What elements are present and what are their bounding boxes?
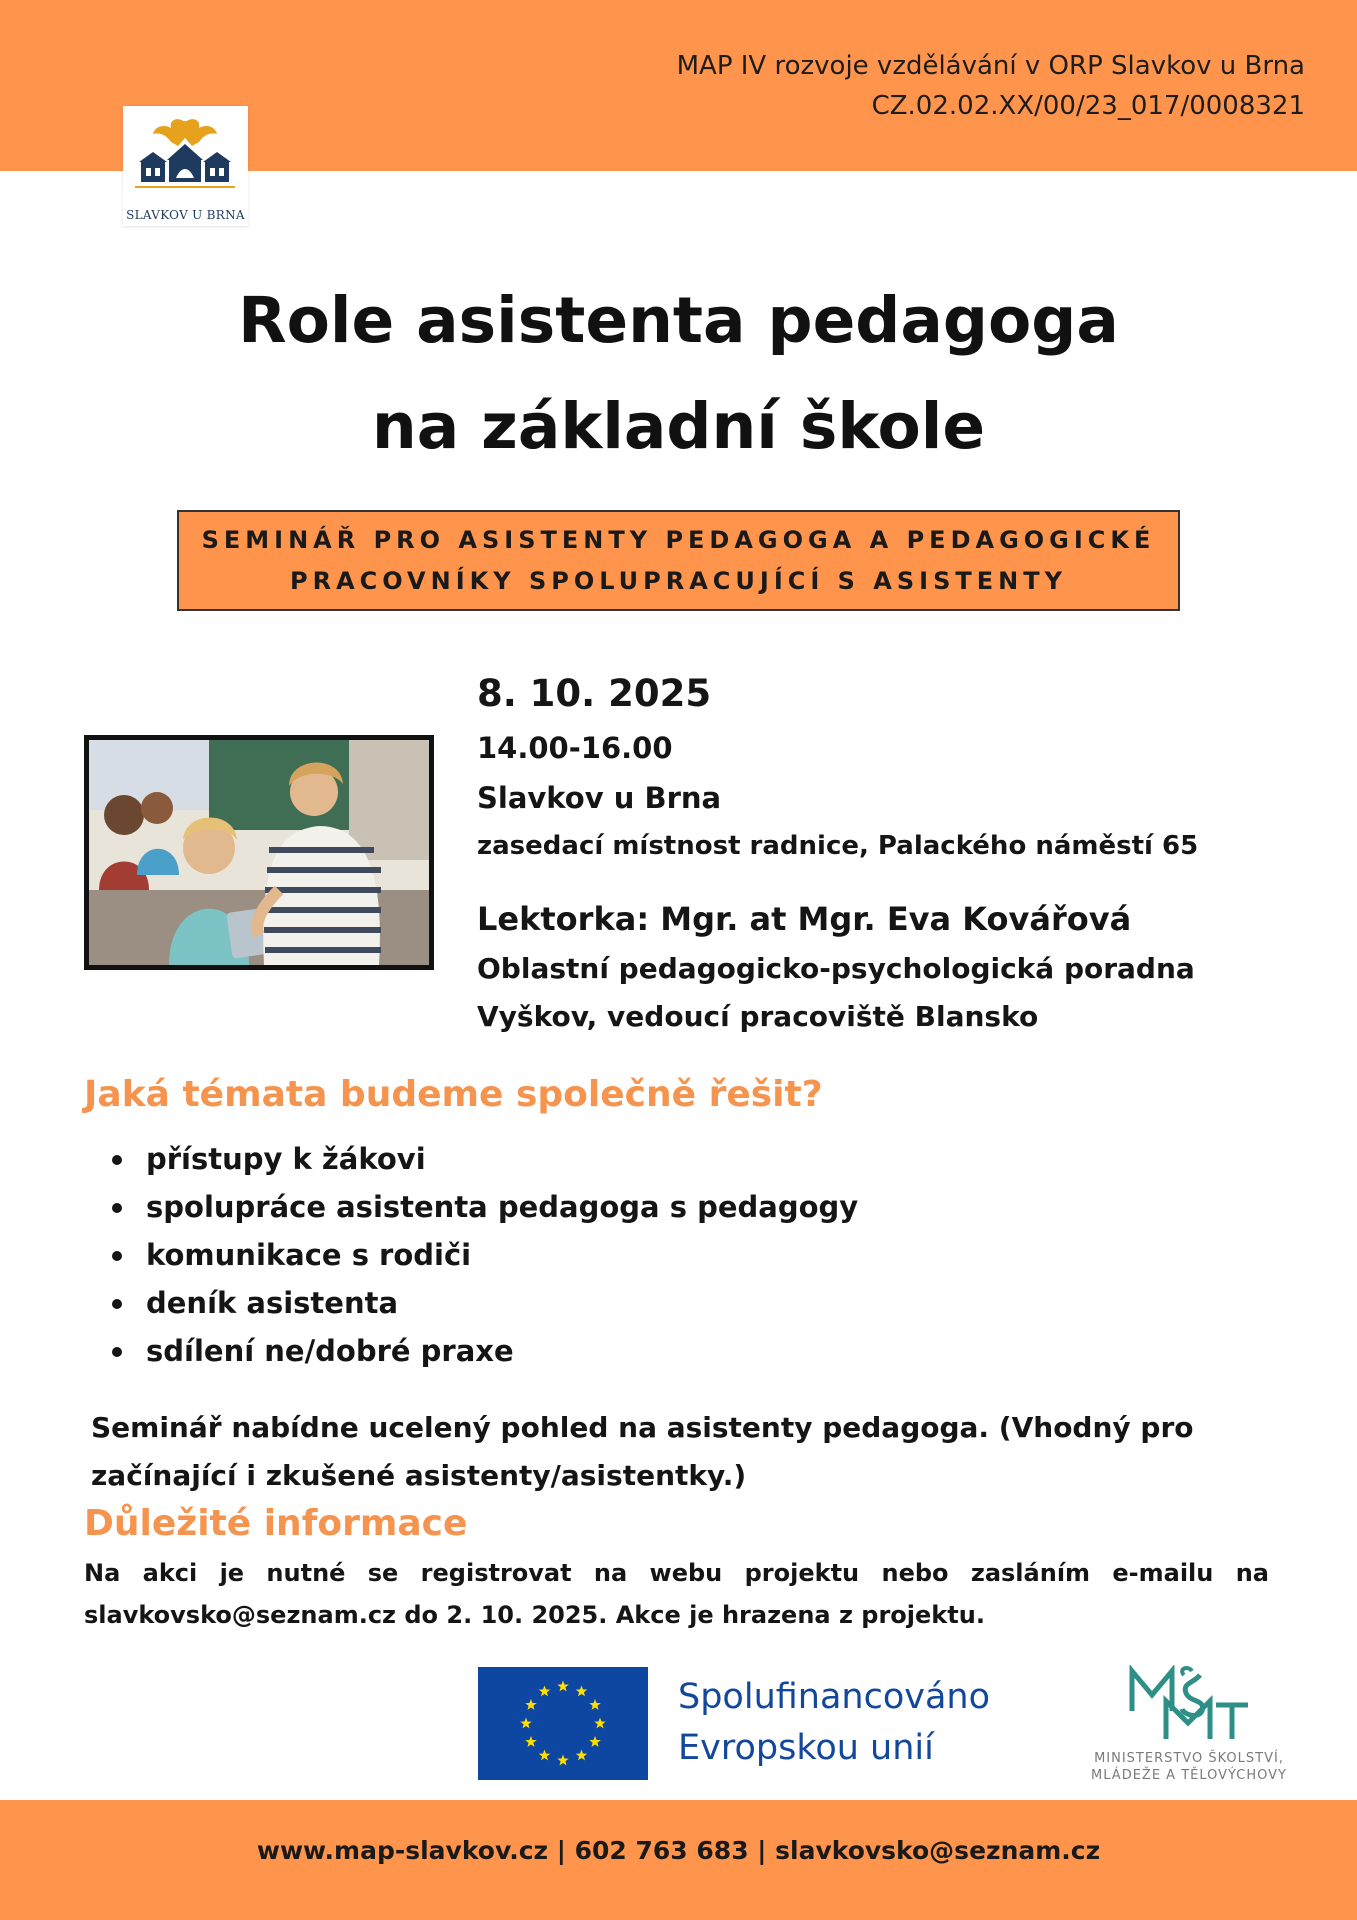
topic-label: přístupy k žákovi [146, 1142, 426, 1176]
bullet-icon [112, 1347, 122, 1357]
eu-star-icon [589, 1736, 600, 1747]
important-text: Na akci je nutné se registrovat na webu projektu nebo zasláním e-mailu na slavkovsko@seznam.cz do 2. 10. 2025. Akce je hrazena z projektu. [84, 1559, 1269, 1629]
eu-star-icon [525, 1736, 536, 1747]
topics-list [110, 1135, 858, 1375]
event-venue: zasedací místnost radnice, Palackého náměstí 65 [477, 831, 1199, 861]
eu-flag-icon [478, 1667, 648, 1780]
ministry-name [1064, 1750, 1314, 1784]
seminar-description: Seminář nabídne ucelený pohled na asistenty pedagoga. (Vhodný pro začínající i zkušené asistenty/asistentky.) [91, 1411, 1194, 1492]
eu-star-icon [576, 1750, 587, 1761]
event-time: 14.00-16.00 [477, 731, 673, 765]
footer-contacts: www.map-slavkov.cz | 602 763 683 | slavkovsko@seznam.cz [256, 1836, 1101, 1865]
eu-label-line-1: Spolufinancováno [678, 1677, 991, 1717]
topic-label: deník asistenta [146, 1286, 399, 1320]
seminar-line-1: SEMINÁŘ PRO ASISTENTY PEDAGOGA A PEDAGOGICKÉ [201, 525, 1156, 554]
bullet-icon [112, 1203, 122, 1213]
topic-item [110, 1279, 858, 1327]
bullet-icon [112, 1299, 122, 1309]
eu-star-icon [539, 1750, 550, 1761]
eu-star-icon [594, 1718, 605, 1729]
eu-label-line-2: Evropskou unií [678, 1728, 934, 1768]
eu-star-icon [539, 1685, 550, 1696]
slavkov-logo [123, 106, 248, 226]
eu-star-icon [525, 1699, 536, 1710]
lecturer-org-line-1: Oblastní pedagogicko-psychologická poradna [477, 952, 1195, 985]
msmt-logo [1064, 1660, 1314, 1790]
project-name: MAP IV rozvoje vzdělávání v ORP Slavkov u Brna [676, 51, 1305, 81]
bullet-icon [112, 1251, 122, 1261]
lecturer-org-line-2: Vyškov, vedoucí pracoviště Blansko [477, 1000, 1039, 1033]
classroom-photo-image [89, 740, 429, 965]
event-city: Slavkov u Brna [477, 781, 722, 815]
seminar-line-2: PRACOVNÍKY SPOLUPRACUJÍCÍ S ASISTENTY [290, 566, 1067, 595]
title-line-1: Role asistenta pedagoga [238, 284, 1119, 357]
eu-star-icon [557, 1755, 568, 1766]
seminar-banner [177, 510, 1180, 611]
logo-label: SLAVKOV U BRNA [126, 208, 245, 222]
topic-label: spolupráce asistenta pedagoga s pedagogy [146, 1190, 859, 1224]
topic-item [110, 1135, 858, 1183]
ministry-name-line-1: MINISTERSTVO ŠKOLSTVÍ, [1094, 1751, 1284, 1766]
classroom-photo [84, 735, 434, 970]
topic-label: sdílení ne/dobré praxe [146, 1334, 514, 1368]
eagle-crest-icon [131, 112, 240, 204]
lecturer: Lektorka: Mgr. at Mgr. Eva Kovářová [477, 900, 1132, 938]
topic-item [110, 1231, 858, 1279]
eu-stars-icon [478, 1667, 648, 1780]
eu-star-icon [589, 1699, 600, 1710]
title-line-2: na základní škole [371, 390, 986, 463]
project-code: CZ.02.02.XX/00/23_017/0008321 [871, 91, 1305, 121]
important-heading: Důležité informace [84, 1503, 468, 1544]
topic-item [110, 1327, 858, 1375]
event-date: 8. 10. 2025 [477, 672, 712, 715]
eu-cofunding-label [678, 1672, 990, 1774]
topic-item [110, 1183, 858, 1231]
topic-label: komunikace s rodiči [146, 1238, 472, 1272]
msmt-monogram-icon [1126, 1665, 1252, 1745]
ministry-name-line-2: MLÁDEŽE A TĚLOVÝCHOVY [1091, 1768, 1287, 1783]
project-header [677, 46, 1305, 126]
page-title [0, 268, 1357, 480]
eu-star-icon [576, 1685, 587, 1696]
eu-star-icon [520, 1718, 531, 1729]
bullet-icon [112, 1155, 122, 1165]
eu-star-icon [557, 1681, 568, 1692]
topics-heading: Jaká témata budeme společně řešit? [84, 1074, 823, 1115]
